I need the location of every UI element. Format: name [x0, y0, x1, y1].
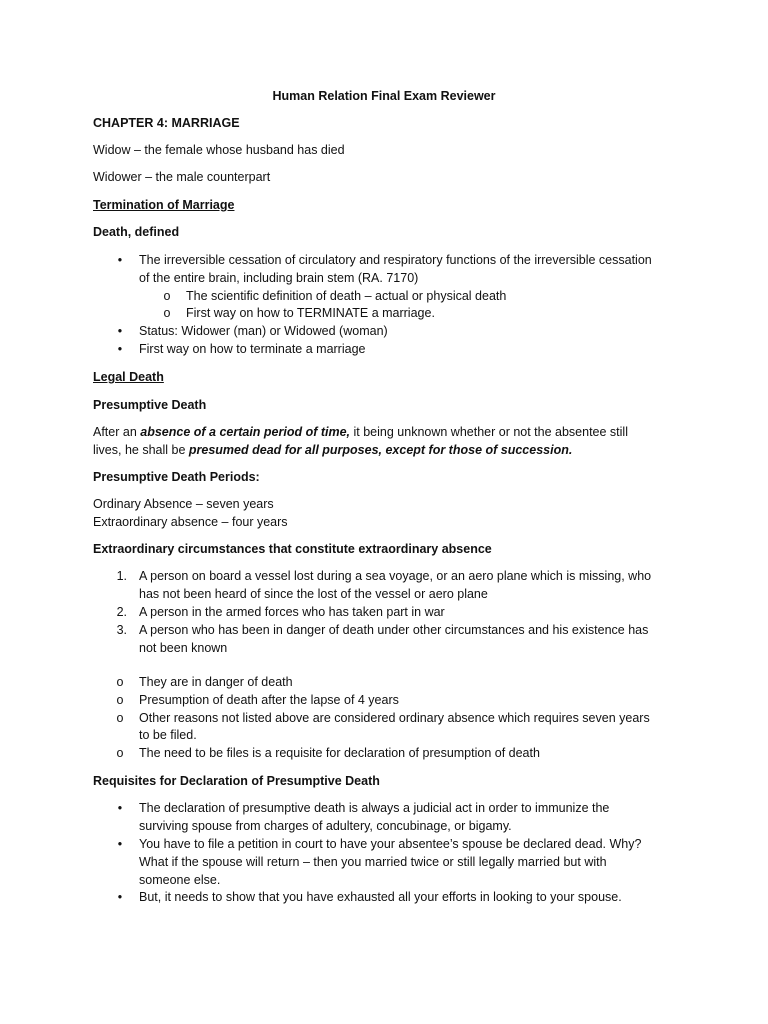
circumstances-heading: Extraordinary circumstances that constitute extraordinary absence	[93, 542, 492, 556]
numbered-item-continuation: not been known	[139, 641, 228, 655]
numbered-item: A person on board a vessel lost during a sea voyage, or an aero plane which is missing, who	[139, 569, 652, 583]
widower-definition: Widower – the male counterpart	[93, 170, 271, 184]
extraordinary-absence: Extraordinary absence – four years	[93, 515, 288, 529]
bullet-icon: •	[117, 890, 123, 904]
circle-bullet-icon: o	[116, 693, 124, 707]
sub-list-item: First way on how to TERMINATE a marriage.	[186, 306, 435, 320]
document-title: Human Relation Final Exam Reviewer	[272, 89, 496, 103]
presumptive-death-heading: Presumptive Death	[93, 398, 207, 412]
sub-list-item: The scientific definition of death – actual or physical death	[186, 289, 507, 303]
death-defined-heading: Death, defined	[93, 225, 180, 239]
list-item: Other reasons not listed above are considered ordinary absence which requires seven years	[139, 711, 650, 725]
paragraph-text: lives, he shall be	[93, 443, 189, 457]
termination-heading: Termination of Marriage	[93, 198, 235, 212]
list-item: You have to file a petition in court to have your absentee’s spouse be declared dead. Why?	[139, 837, 642, 851]
circle-bullet-icon: o	[116, 711, 124, 725]
list-item-continuation: What if the spouse will return – then you married twice or still legally married but with	[139, 855, 607, 869]
list-item: They are in danger of death	[139, 675, 293, 689]
list-item-continuation: surviving spouse from charges of adultery, concubinage, or bigamy.	[139, 819, 512, 833]
circle-bullet-icon: o	[163, 306, 171, 320]
bullet-icon: •	[117, 324, 123, 338]
bullet-icon: •	[117, 253, 123, 267]
list-item-continuation: someone else.	[139, 873, 221, 887]
list-item: First way on how to terminate a marriage	[139, 342, 366, 356]
numbered-item: A person who has been in danger of death under other circumstances and his existence has	[139, 623, 649, 637]
presumptive-paragraph-line1	[93, 423, 628, 441]
bullet-icon: •	[117, 837, 123, 851]
list-item: Status: Widower (man) or Widowed (woman)	[139, 324, 388, 338]
emphasis-text: absence of a certain period of time,	[140, 425, 351, 439]
requisites-heading: Requisites for Declaration of Presumptive Death	[93, 774, 380, 788]
paragraph-text: After an	[93, 425, 141, 439]
paragraph-text: it being unknown whether or not the absentee still	[350, 425, 628, 439]
presumptive-paragraph-line2	[93, 441, 572, 459]
periods-heading: Presumptive Death Periods:	[93, 470, 260, 484]
list-number: 1.	[116, 569, 127, 583]
emphasis-text: presumed dead for all purposes, except for those of succession.	[188, 443, 573, 457]
circle-bullet-icon: o	[163, 289, 171, 303]
numbered-item: A person in the armed forces who has taken part in war	[139, 605, 445, 619]
bullet-icon: •	[117, 342, 123, 356]
chapter-heading: CHAPTER 4: MARRIAGE	[93, 116, 240, 130]
list-item-continuation: to be filed.	[139, 728, 197, 742]
circle-bullet-icon: o	[116, 746, 124, 760]
bullet-icon: •	[117, 801, 123, 815]
list-number: 3.	[116, 623, 127, 637]
circle-bullet-icon: o	[116, 675, 124, 689]
numbered-item-continuation: has not been heard of since the lost of the vessel or aero plane	[139, 587, 488, 601]
list-item: But, it needs to show that you have exhausted all your efforts in looking to your spouse.	[139, 890, 622, 904]
widow-definition: Widow – the female whose husband has died	[93, 143, 345, 157]
list-number: 2.	[116, 605, 127, 619]
list-item: Presumption of death after the lapse of 4 years	[139, 693, 399, 707]
list-item: The need to be files is a requisite for declaration of presumption of death	[139, 746, 540, 760]
list-item: The declaration of presumptive death is always a judicial act in order to immunize the	[139, 801, 610, 815]
legal-death-heading: Legal Death	[93, 370, 164, 384]
list-item-continuation: of the entire brain, including brain stem (RA. 7170)	[139, 271, 419, 285]
ordinary-absence: Ordinary Absence – seven years	[93, 497, 274, 511]
list-item: The irreversible cessation of circulatory and respiratory functions of the irreversible cessation	[139, 253, 652, 267]
